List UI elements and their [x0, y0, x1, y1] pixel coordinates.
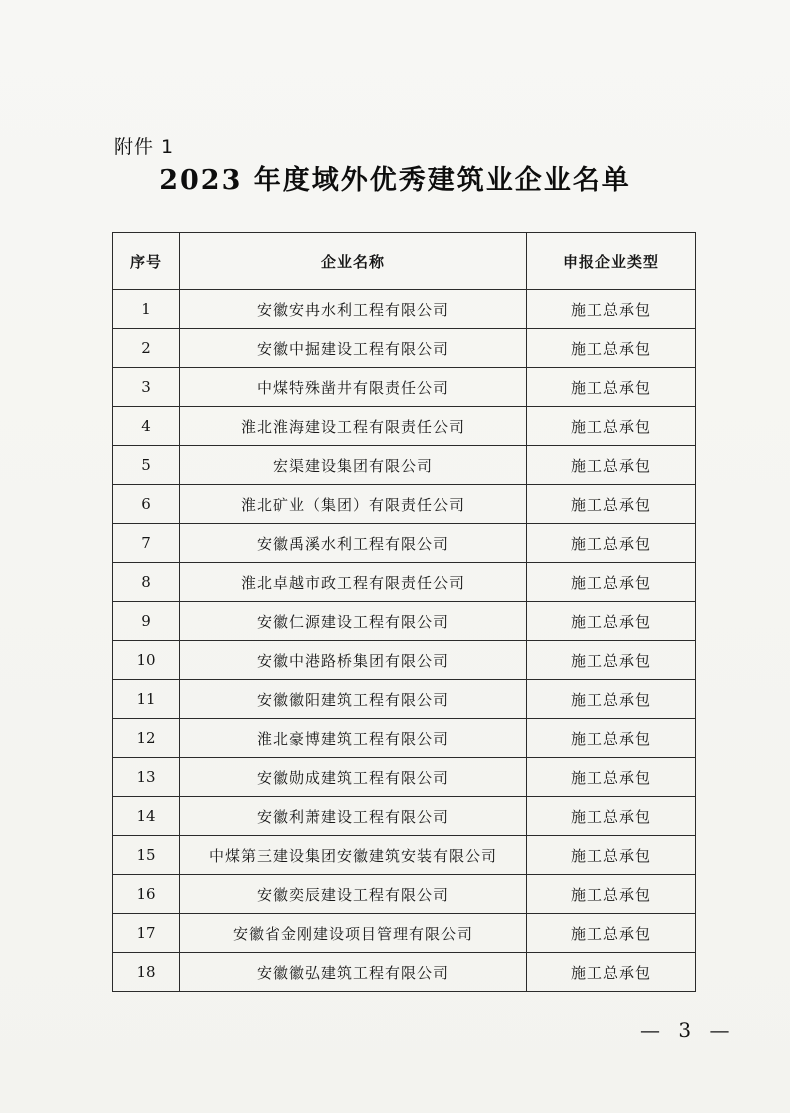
enterprise-type-cell: 施工总承包: [527, 641, 696, 680]
enterprise-name-cell: 中煤特殊凿井有限责任公司: [180, 368, 527, 407]
enterprise-name-cell: 安徽勋成建筑工程有限公司: [180, 758, 527, 797]
serial-number-cell: 13: [113, 758, 180, 797]
enterprise-name-cell: 安徽徽弘建筑工程有限公司: [180, 953, 527, 992]
table-row: [113, 602, 696, 641]
enterprise-type-cell: 施工总承包: [527, 758, 696, 797]
table-row: [113, 407, 696, 446]
enterprise-type-cell: 施工总承包: [527, 797, 696, 836]
serial-number-cell: 5: [113, 446, 180, 485]
enterprise-name-cell: 安徽中掘建设工程有限公司: [180, 329, 527, 368]
header-serial-number: 序号: [113, 233, 180, 290]
table-row: [113, 641, 696, 680]
enterprise-type-cell: 施工总承包: [527, 875, 696, 914]
enterprise-name-cell: 淮北卓越市政工程有限责任公司: [180, 563, 527, 602]
header-enterprise-name: 企业名称: [180, 233, 527, 290]
enterprise-type-cell: 施工总承包: [527, 407, 696, 446]
enterprise-type-cell: 施工总承包: [527, 563, 696, 602]
enterprise-name-cell: 安徽奕辰建设工程有限公司: [180, 875, 527, 914]
enterprise-name-cell: 中煤第三建设集团安徽建筑安装有限公司: [180, 836, 527, 875]
serial-number-cell: 18: [113, 953, 180, 992]
table-header-row: [113, 233, 696, 290]
document-title: 2023 年度域外优秀建筑业企业名单: [159, 165, 631, 196]
enterprise-name-cell: 安徽中港路桥集团有限公司: [180, 641, 527, 680]
table-row: [113, 485, 696, 524]
enterprise-type-cell: 施工总承包: [527, 446, 696, 485]
enterprise-name-cell: 安徽徽阳建筑工程有限公司: [180, 680, 527, 719]
enterprise-name-cell: 淮北矿业（集团）有限责任公司: [180, 485, 527, 524]
table-row: [113, 875, 696, 914]
table-row: [113, 719, 696, 758]
enterprise-type-cell: 施工总承包: [527, 719, 696, 758]
attachment-label: 附件 1: [114, 136, 175, 158]
enterprise-type-cell: 施工总承包: [527, 836, 696, 875]
enterprise-type-cell: 施工总承包: [527, 953, 696, 992]
serial-number-cell: 2: [113, 329, 180, 368]
serial-number-cell: 17: [113, 914, 180, 953]
enterprise-name-cell: 安徽仁源建设工程有限公司: [180, 602, 527, 641]
enterprise-type-cell: 施工总承包: [527, 602, 696, 641]
table-row: [113, 368, 696, 407]
serial-number-cell: 4: [113, 407, 180, 446]
serial-number-cell: 7: [113, 524, 180, 563]
table-row: [113, 680, 696, 719]
serial-number-cell: 9: [113, 602, 180, 641]
enterprise-type-cell: 施工总承包: [527, 524, 696, 563]
table-body: [113, 290, 696, 992]
table-row: [113, 836, 696, 875]
enterprise-name-cell: 淮北豪博建筑工程有限公司: [180, 719, 527, 758]
enterprise-type-cell: 施工总承包: [527, 368, 696, 407]
enterprise-name-cell: 宏渠建设集团有限公司: [180, 446, 527, 485]
serial-number-cell: 11: [113, 680, 180, 719]
enterprise-name-cell: 安徽安冉水利工程有限公司: [180, 290, 527, 329]
table-row: [113, 524, 696, 563]
page-number: — 3 —: [640, 1018, 736, 1042]
enterprise-type-cell: 施工总承包: [527, 290, 696, 329]
enterprise-type-cell: 施工总承包: [527, 680, 696, 719]
serial-number-cell: 8: [113, 563, 180, 602]
serial-number-cell: 3: [113, 368, 180, 407]
enterprise-name-cell: 安徽禹溪水利工程有限公司: [180, 524, 527, 563]
serial-number-cell: 16: [113, 875, 180, 914]
serial-number-cell: 14: [113, 797, 180, 836]
table-row: [113, 290, 696, 329]
table-row: [113, 563, 696, 602]
table-row: [113, 329, 696, 368]
serial-number-cell: 10: [113, 641, 180, 680]
table-row: [113, 797, 696, 836]
table-row: [113, 953, 696, 992]
enterprise-type-cell: 施工总承包: [527, 914, 696, 953]
enterprise-name-cell: 安徽利萧建设工程有限公司: [180, 797, 527, 836]
enterprise-name-cell: 安徽省金刚建设项目管理有限公司: [180, 914, 527, 953]
table-row: [113, 446, 696, 485]
serial-number-cell: 6: [113, 485, 180, 524]
table-row: [113, 914, 696, 953]
enterprise-name-cell: 淮北淮海建设工程有限责任公司: [180, 407, 527, 446]
header-enterprise-type: 申报企业类型: [527, 233, 696, 290]
enterprise-type-cell: 施工总承包: [527, 329, 696, 368]
enterprise-table: [112, 232, 696, 992]
enterprise-type-cell: 施工总承包: [527, 485, 696, 524]
serial-number-cell: 15: [113, 836, 180, 875]
table-row: [113, 758, 696, 797]
serial-number-cell: 12: [113, 719, 180, 758]
serial-number-cell: 1: [113, 290, 180, 329]
